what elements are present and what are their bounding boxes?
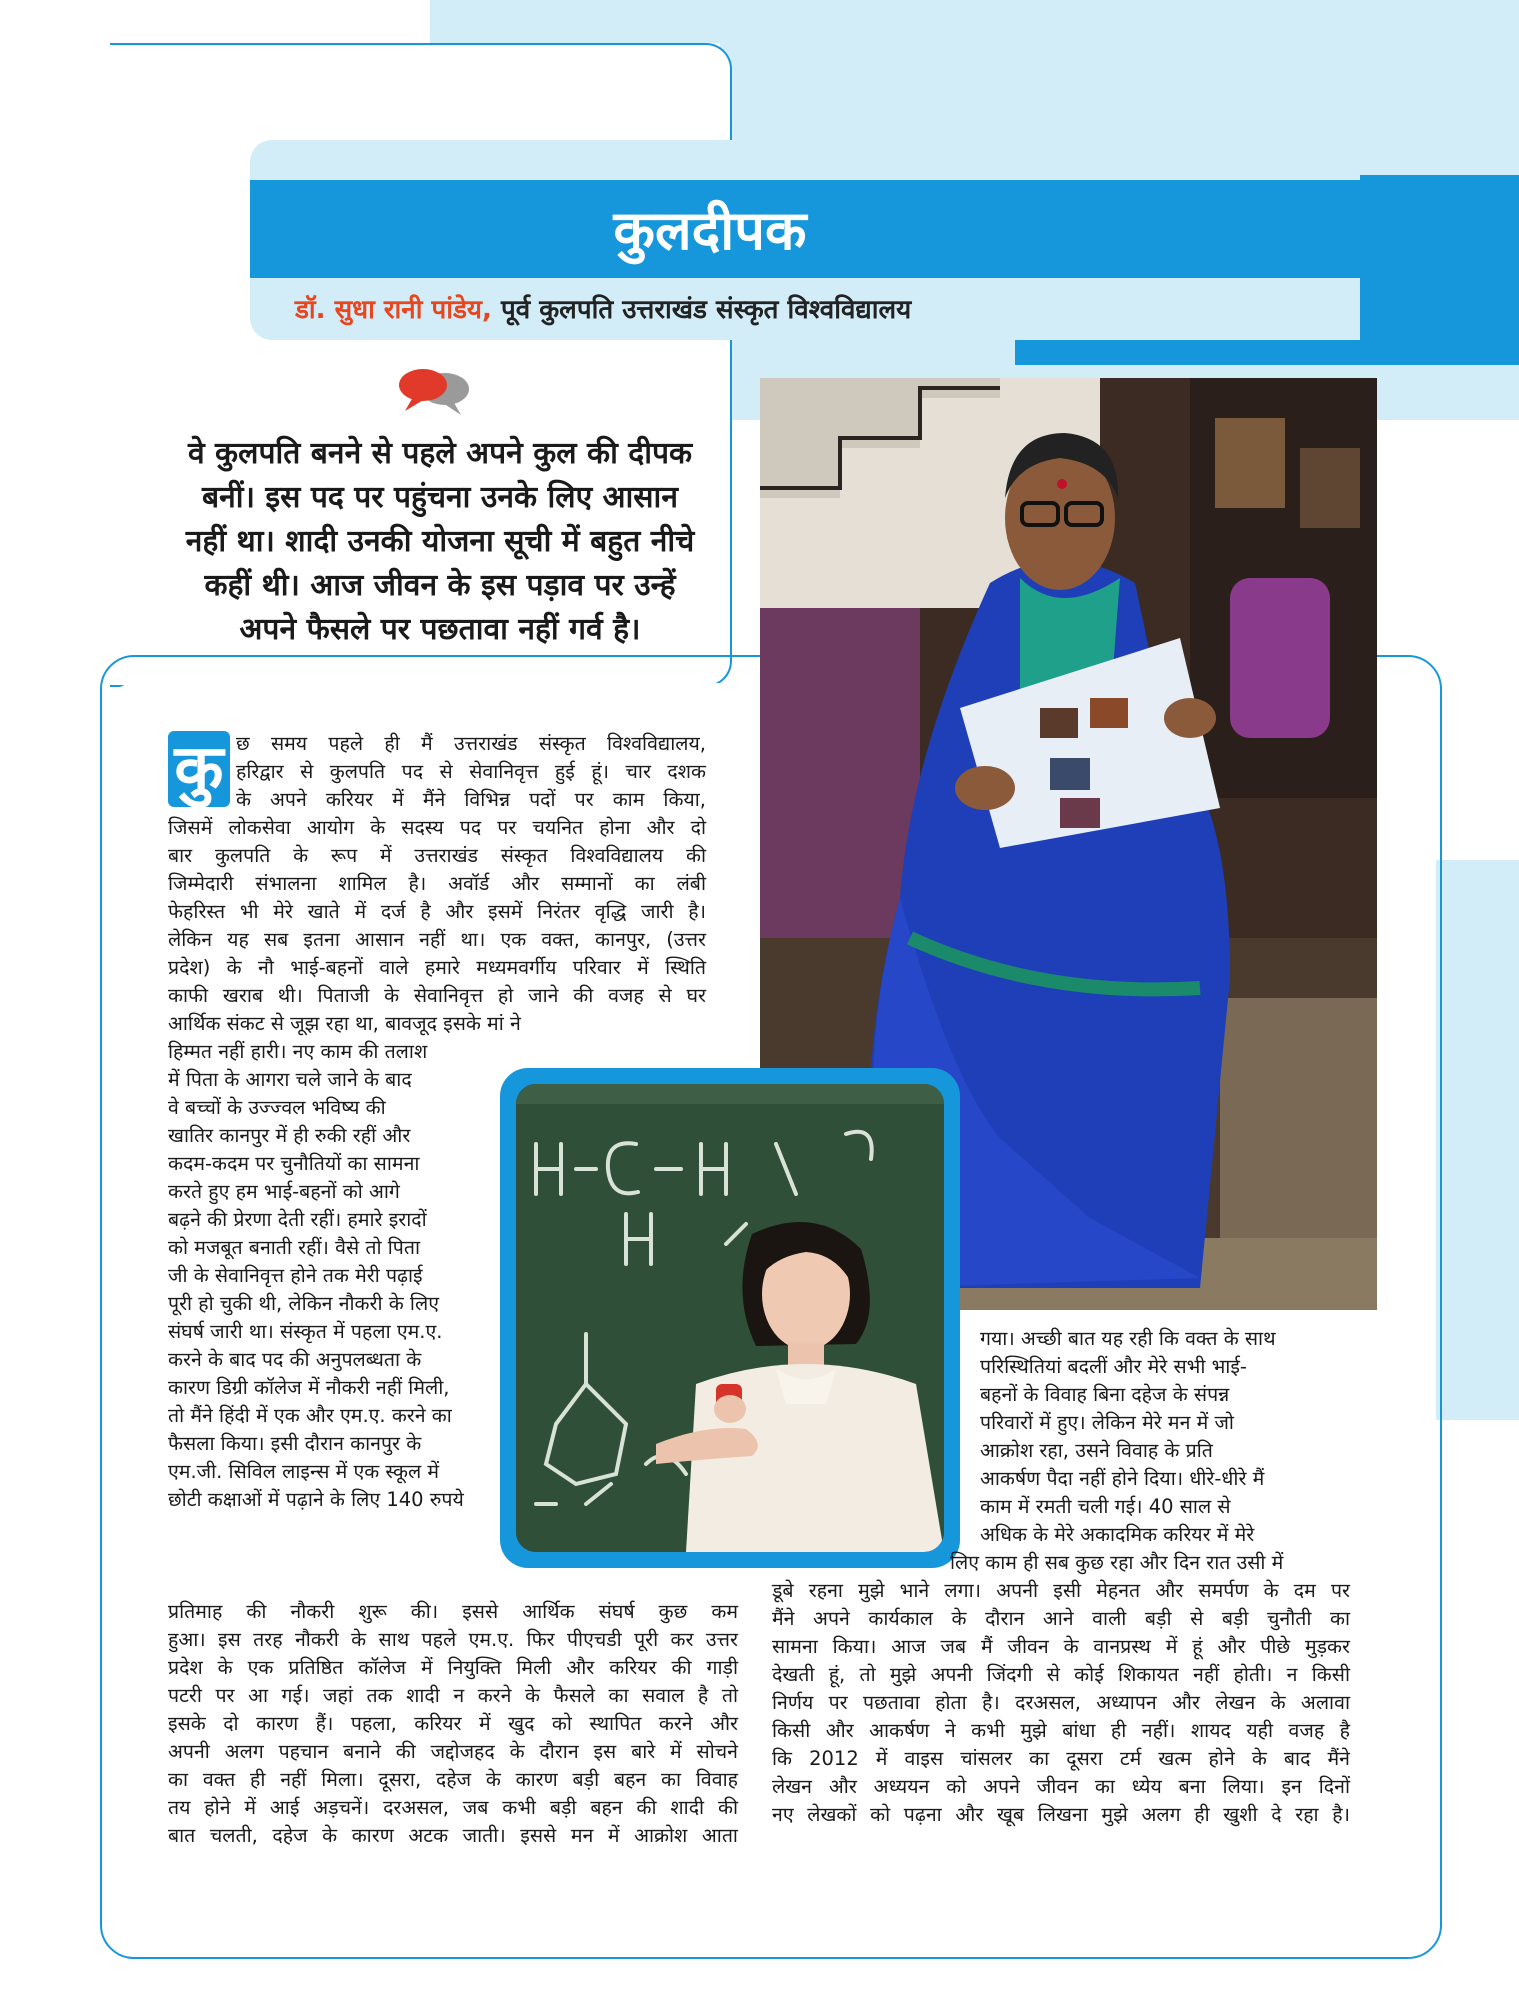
text-line: एम.जी. सिविल लाइन्स में एक स्कूल में — [168, 1460, 440, 1483]
text-line: बात चलती, दहेज के कारण अटक जाती। इससे मन में आक्रोश आता — [168, 1824, 738, 1847]
text-line: लेकिन यह सब इतना आसान नहीं था। एक वक्त, कानपुर, (उत्तर — [168, 928, 706, 951]
quote-line: कहीं थी। आज जीवन के इस पड़ाव पर उन्हें — [204, 568, 676, 603]
quote-line: अपने फैसले पर पछतावा नहीं गर्व है। — [239, 612, 641, 647]
text-line: नए लेखकों को पढ़ना और खूब लिखना मुझे अलग ही खुशी दे रहा है। — [772, 1803, 1350, 1826]
text-line: कि 2012 में वाइस चांसलर का दूसरा टर्म खत्म होने के बाद मैंने — [772, 1747, 1350, 1770]
text-line: जी के सेवानिवृत्त होने तक मेरी पढ़ाई — [168, 1264, 423, 1287]
text-line: डूबे रहना मुझे भाने लगा। अपनी इसी मेहनत और समर्पण के दम पर — [772, 1579, 1350, 1602]
author-name: डॉ. सुधा रानी पांडेय, — [295, 295, 492, 325]
text-line: जिम्मेदारी संभालना शामिल है। अवॉर्ड और सम्मानों का लंबी — [168, 872, 706, 895]
text-line: कारण डिग्री कॉलेज में नौकरी नहीं मिली, — [168, 1376, 450, 1399]
text-line: फैसला किया। इसी दौरान कानपुर के — [168, 1432, 422, 1455]
text-line: का वक्त ही नहीं मिला। दूसरा, दहेज के कारण बड़ी बहन का विवाह — [168, 1768, 738, 1791]
text-line: में पिता के आगरा चले जाने के बाद — [168, 1068, 412, 1091]
text-line: प्रदेश के एक प्रतिष्ठित कॉलेज में नियुक्ति मिली और करियर की गाड़ी — [168, 1656, 738, 1679]
text-line: खातिर कानपुर में ही रुकी रहीं और — [168, 1124, 411, 1147]
text-line: संघर्ष जारी था। संस्कृत में पहला एम.ए. — [168, 1320, 443, 1343]
author-role: पूर्व कुलपति उत्तराखंड संस्कृत विश्वविद्यालय — [491, 295, 912, 325]
text-line: के अपने करियर में मैंने विभिन्न पदों पर काम किया, — [236, 788, 706, 811]
text-line: अधिक के मेरे अकादमिक करियर में मेरे — [980, 1523, 1255, 1546]
text-line: छोटी कक्षाओं में पढ़ाने के लिए 140 रुपये — [168, 1488, 464, 1511]
text-line: वे बच्चों के उज्ज्वल भविष्य की — [168, 1096, 386, 1119]
byline — [295, 290, 1195, 330]
text-line: हरिद्वार से कुलपति पद से सेवानिवृत्त हुई हूं। चार दशक — [236, 760, 706, 783]
page-title: कुलदीपक — [613, 199, 807, 262]
text-line: प्रतिमाह की नौकरी शुरू की। इससे आर्थिक संघर्ष कुछ कम — [168, 1600, 738, 1623]
background-top-left — [0, 0, 430, 43]
text-line: मैंने अपने कार्यकाल के दौरान आने वाली बड़ी से बड़ी चुनौती का — [772, 1607, 1350, 1630]
text-line: को मजबूत बनाती रहीं। वैसे तो पिता — [168, 1236, 421, 1259]
text-line: परिस्थितियां बदलीं और मेरे सभी भाई- — [980, 1355, 1247, 1378]
text-line: लेखन और अध्ययन को अपने जीवन का ध्येय बना लिया। इन दिनों — [772, 1775, 1350, 1798]
text-line: गया। अच्छी बात यह रही कि वक्त के साथ — [980, 1327, 1276, 1350]
text-line: फेहरिस्त भी मेरे खाते में दर्ज है और इसमें निरंतर वृद्धि जारी है। — [168, 900, 706, 923]
text-line: बढ़ने की प्रेरणा देती रहीं। हमारे इरादों — [168, 1208, 427, 1231]
text-line: इसके दो कारण हैं। पहला, करियर में खुद को स्थापित करने और — [168, 1712, 738, 1735]
article-col2-full — [772, 1577, 1350, 1829]
article-col2-narrow — [950, 1325, 1350, 1577]
text-line: देखती हूं, तो मुझे अपनी जिंदगी से कोई शिकायत नहीं होती। न किसी — [772, 1663, 1350, 1686]
text-line: करते हुए हम भाई-बहनों को आगे — [168, 1180, 400, 1203]
text-line: हुआ। इस तरह नौकरी के साथ पहले एम.ए. फिर पीएचडी पूरी कर उत्तर — [168, 1628, 738, 1651]
drop-cap: कु — [168, 731, 230, 807]
text-line: बार कुलपति के रूप में उत्तराखंड संस्कृत विश्वविद्यालय की — [168, 844, 706, 867]
text-line: तो मैंने हिंदी में एक और एम.ए. करने का — [168, 1404, 452, 1427]
pull-quote — [160, 432, 720, 652]
speech-bubbles-icon — [395, 365, 475, 425]
text-line: लिए काम ही सब कुछ रहा और दिन रात उसी में — [950, 1551, 1284, 1574]
text-line: काफी खराब थी। पिताजी के सेवानिवृत्त हो जाने की वजह से घर — [168, 984, 706, 1007]
text-line: किसी और आकर्षण ने कभी मुझे बांधा ही नहीं। शायद यही वजह है — [772, 1719, 1350, 1742]
article-col1-narrow — [168, 1038, 498, 1514]
article-col1-bottom — [168, 1598, 738, 1850]
text-line: सामना किया। आज जब मैं जीवन के वानप्रस्थ में हूं और पीछे मुड़कर — [772, 1635, 1350, 1658]
text-line: आकर्षण पैदा नहीं होने दिया। धीरे-धीरे मैं — [980, 1467, 1265, 1490]
text-line: छ समय पहले ही मैं उत्तराखंड संस्कृत विश्वविद्यालय, — [236, 732, 706, 755]
text-line: आर्थिक संकट से जूझ रहा था, बावजूद इसके मां ने — [168, 1012, 521, 1035]
text-line: करने के बाद पद की अनुपलब्धता के — [168, 1348, 422, 1371]
text-line: तय होने में आई अड़चनें। दरअसल, जब कभी बड़ी बहन की शादी की — [168, 1796, 738, 1819]
text-line: बहनों के विवाह बिना दहेज के संपन्न — [980, 1383, 1230, 1406]
text-line: निर्णय पर पछतावा होता है। दरअसल, अध्यापन और लेखन के अलावा — [772, 1691, 1350, 1714]
text-line: जिसमें लोकसेवा आयोग के सदस्य पद पर चयनित होना और दो — [168, 816, 706, 839]
text-line: पूरी हो चुकी थी, लेकिन नौकरी के लिए — [168, 1292, 439, 1315]
quote-line: वे कुलपति बनने से पहले अपने कुल की दीपक — [187, 436, 693, 471]
text-line: काम में रमती चली गई। 40 साल से — [980, 1495, 1231, 1518]
teacher-photo — [516, 1084, 944, 1552]
article-col1-full — [168, 814, 706, 1038]
text-line: हिम्मत नहीं हारी। नए काम की तलाश — [168, 1040, 428, 1063]
text-line: पटरी पर आ गई। जहां तक शादी न करने के फैसले का सवाल है तो — [168, 1684, 738, 1707]
text-line: अपनी अलग पहचान बनाने की जद्दोजहद के दौरान इस बारे में सोचने — [168, 1740, 738, 1763]
quote-line: बनीं। इस पद पर पहुंचना उनके लिए आसान — [202, 480, 678, 515]
quote-line: नहीं था। शादी उनकी योजना सूची में बहुत नीचे — [185, 524, 695, 559]
text-line: कदम-कदम पर चुनौतियों का सामना — [168, 1152, 420, 1175]
text-line: परिवारों में हुए। लेकिन मेरे मन में जो — [980, 1411, 1234, 1434]
text-line: प्रदेश) के नौ भाई-बहनों वाले हमारे मध्यमवर्गीय परिवार में स्थिति — [168, 956, 706, 979]
text-line: आक्रोश रहा, उसने विवाह के प्रति — [980, 1439, 1213, 1462]
article-first-lines — [236, 730, 706, 814]
